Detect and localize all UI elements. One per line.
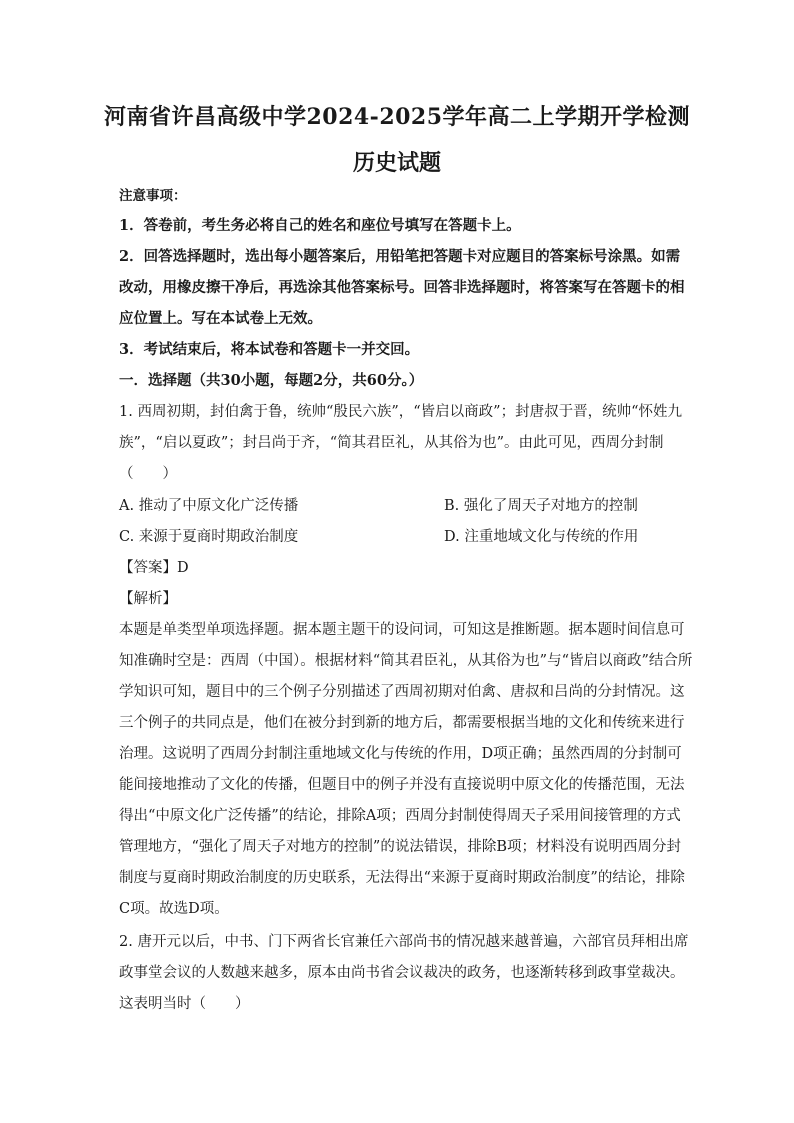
analysis-line: 治理。这说明了西周分封制注重地域文化与传统的作用，D项正确；虽然西周的分封制可 — [119, 746, 682, 762]
analysis-line: C项。故选D项。 — [119, 901, 229, 917]
notice-heading: 注意事项： — [119, 188, 187, 204]
question-1-option-d: D. 注重地域文化与传统的作用 — [444, 529, 639, 545]
analysis-line: 得出“中原文化广泛传播”的结论，排除A项；西周分封制使得周天子采用间接管理的方式 — [119, 808, 681, 824]
question-1-stem-line-3: （ ） — [119, 466, 177, 482]
question-1-stem-line-2: 族”，“启以夏政”；封吕尚于齐，“简其君臣礼，从其俗为也”。由此可见，西周分封制 — [119, 435, 664, 451]
analysis-line: 能间接地推动了文化的传播，但题目中的例子并没有直接说明中原文化的传播范围，无法 — [119, 777, 685, 793]
notice-item-2-line-2: 改动，用橡皮擦干净后，再选涂其他答案标号。回答非选择题时，将答案写在答题卡的相 — [119, 279, 685, 296]
notice-item-2-line-3: 应位置上。写在本试卷上无效。 — [119, 310, 322, 327]
question-1-option-b: B. 强化了周天子对地方的控制 — [444, 498, 638, 514]
question-1-stem-line-1: 1. 西周初期，封伯禽于鲁，统帅“殷民六族”，“皆启以商政”；封唐叔于晋，统帅“怀姓九 — [119, 404, 683, 420]
exam-title: 河南省许昌高级中学2024-2025学年高二上学期开学检测 — [103, 104, 691, 130]
analysis-line: 本题是单类型单项选择题。据本题主题干的设问词，可知这是推断题。据本题时间信息可 — [119, 622, 685, 638]
question-2-stem-line-3: 这表明当时（ ） — [119, 996, 250, 1012]
question-1-answer: 【答案】D — [119, 560, 189, 576]
notice-item-1: 1．答卷前，考生务必将自己的姓名和座位号填写在答题卡上。 — [119, 217, 521, 234]
section-heading: 一．选择题（共30小题，每题2分，共60分。） — [119, 372, 424, 389]
question-1-option-a: A. 推动了中原文化广泛传播 — [119, 498, 299, 514]
analysis-line: 制度与夏商时期政治制度的历史联系，无法得出“来源于夏商时期政治制度”的结论，排除 — [119, 870, 685, 886]
analysis-line: 三个例子的共同点是，他们在被分封到新的地方后，都需要根据当地的文化和传统来进行 — [119, 715, 685, 731]
notice-item-2-line-1: 2．回答选择题时，选出每小题答案后，用铅笔把答题卡对应题目的答案标号涂黑。如需 — [119, 248, 681, 265]
analysis-line: 知准确时空是：西周（中国）。根据材料“简其君臣礼，从其俗为也”与“皆启以商政”结合所 — [119, 653, 693, 669]
question-2-stem-line-2: 政事堂会议的人数越来越多，原本由尚书省会议裁决的政务，也逐渐转移到政事堂裁决。 — [119, 965, 685, 981]
question-2-stem-line-1: 2. 唐开元以后，中书、门下两省长官兼任六部尚书的情况越来越普遍，六部官员拜相出席 — [119, 934, 689, 950]
question-1-option-c: C. 来源于夏商时期政治制度 — [119, 529, 299, 545]
question-1-analysis-label: 【解析】 — [119, 591, 177, 607]
analysis-line: 管理地方，“强化了周天子对地方的控制”的说法错误，排除B项；材料没有说明西周分封 — [119, 839, 681, 855]
analysis-line: 学知识可知，题目中的三个例子分别描述了西周初期对伯禽、唐叔和吕尚的分封情况。这 — [119, 684, 685, 700]
notice-item-3: 3．考试结束后，将本试卷和答题卡一并交回。 — [119, 341, 420, 358]
exam-subject-title: 历史试题 — [352, 150, 441, 176]
